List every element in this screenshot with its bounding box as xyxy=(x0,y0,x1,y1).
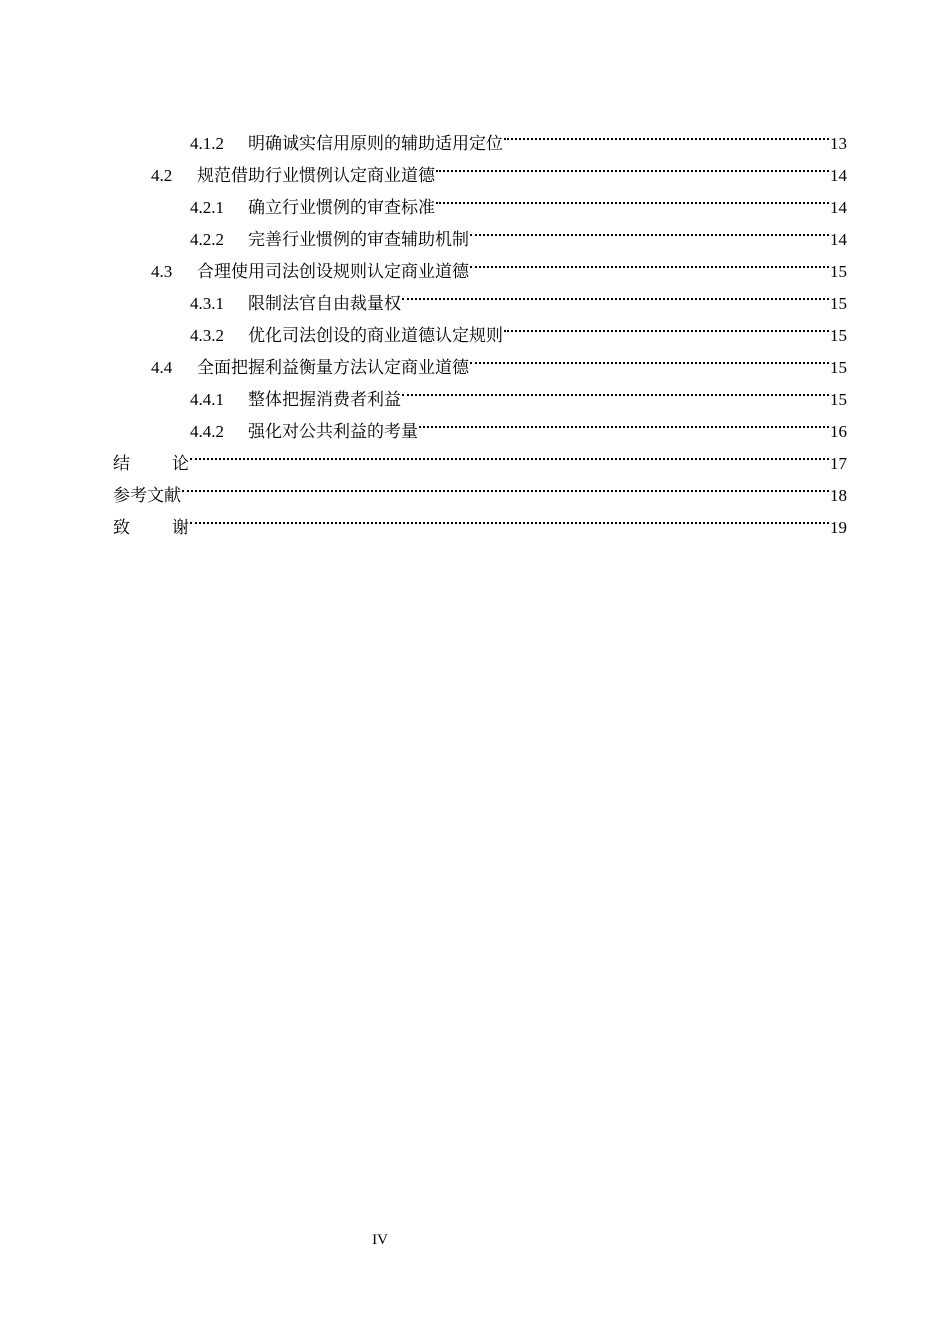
dot-leader xyxy=(182,469,829,501)
toc-title: 规范借助行业惯例认定商业道德 xyxy=(197,166,435,185)
toc-title: 确立行业惯例的审查标准 xyxy=(248,198,435,217)
dot-leader xyxy=(436,181,829,213)
toc-page-number: 15 xyxy=(830,326,847,345)
toc-entry-conclusion[interactable] xyxy=(0,437,950,474)
toc-title: 参考文献 xyxy=(113,486,181,506)
dot-leader xyxy=(470,341,829,373)
dot-leader xyxy=(504,117,829,149)
dot-leader xyxy=(470,213,829,245)
toc-title: 明确诚实信用原则的辅助适用定位 xyxy=(248,134,503,153)
dot-leader xyxy=(436,149,829,181)
toc-title: 限制法官自由裁量权 xyxy=(248,294,401,313)
toc-page-number: 15 xyxy=(830,294,847,313)
toc-title: 整体把握消费者利益 xyxy=(248,390,401,409)
toc-title: 结 论 xyxy=(113,454,189,474)
toc-number: 4.3.2 xyxy=(190,326,224,345)
toc-entry-acknowledgements[interactable] xyxy=(0,501,950,538)
toc-page-number: 14 xyxy=(830,198,847,217)
toc-page-number: 15 xyxy=(830,390,847,409)
toc-page-number: 18 xyxy=(830,486,847,505)
toc-title: 全面把握利益衡量方法认定商业道德 xyxy=(197,358,469,377)
toc-title: 致 谢 xyxy=(113,518,189,538)
toc-page-number: 19 xyxy=(830,518,847,537)
toc-entry-4-3[interactable] xyxy=(0,245,950,281)
dot-leader xyxy=(504,309,829,341)
toc-entry-4-3-2[interactable] xyxy=(0,309,950,345)
dot-leader xyxy=(190,501,829,533)
toc-entry-4-2-2[interactable] xyxy=(0,213,950,249)
footer-page-number: IV xyxy=(372,1232,388,1248)
toc-entry-4-4-2[interactable] xyxy=(0,405,950,441)
toc-entry-4-4[interactable] xyxy=(0,341,950,377)
toc-entry-4-3-1[interactable] xyxy=(0,277,950,313)
toc-number: 4.1.2 xyxy=(190,134,224,153)
dot-leader xyxy=(190,437,829,469)
toc-number: 4.4 xyxy=(151,358,173,377)
table-of-contents xyxy=(0,117,950,538)
toc-number: 4.4.1 xyxy=(190,390,224,409)
toc-page-number: 16 xyxy=(830,422,847,441)
toc-entry-references[interactable] xyxy=(0,469,950,506)
toc-number: 4.3 xyxy=(151,262,173,281)
toc-number: 4.2.2 xyxy=(190,230,224,249)
toc-title: 强化对公共利益的考量 xyxy=(248,422,418,441)
toc-title: 优化司法创设的商业道德认定规则 xyxy=(248,326,503,345)
toc-entry-4-2[interactable] xyxy=(0,149,950,185)
dot-leader xyxy=(419,405,829,437)
toc-page-number: 15 xyxy=(830,358,847,377)
page-footer xyxy=(0,1232,760,1249)
toc-title: 完善行业惯例的审查辅助机制 xyxy=(248,230,469,249)
toc-entry-4-4-1[interactable] xyxy=(0,373,950,409)
toc-page-number: 17 xyxy=(830,454,847,473)
toc-page-number: 14 xyxy=(830,230,847,249)
dot-leader xyxy=(470,245,829,277)
dot-leader xyxy=(402,277,829,309)
toc-page-number: 13 xyxy=(830,134,847,153)
toc-entry-4-2-1[interactable] xyxy=(0,181,950,217)
toc-entry-4-1-2[interactable] xyxy=(0,117,950,153)
toc-number: 4.3.1 xyxy=(190,294,224,313)
toc-number: 4.4.2 xyxy=(190,422,224,441)
dot-leader xyxy=(402,373,829,405)
toc-number: 4.2.1 xyxy=(190,198,224,217)
toc-title: 合理使用司法创设规则认定商业道德 xyxy=(197,262,469,281)
toc-page-number: 15 xyxy=(830,262,847,281)
toc-page-number: 14 xyxy=(830,166,847,185)
toc-number: 4.2 xyxy=(151,166,173,185)
